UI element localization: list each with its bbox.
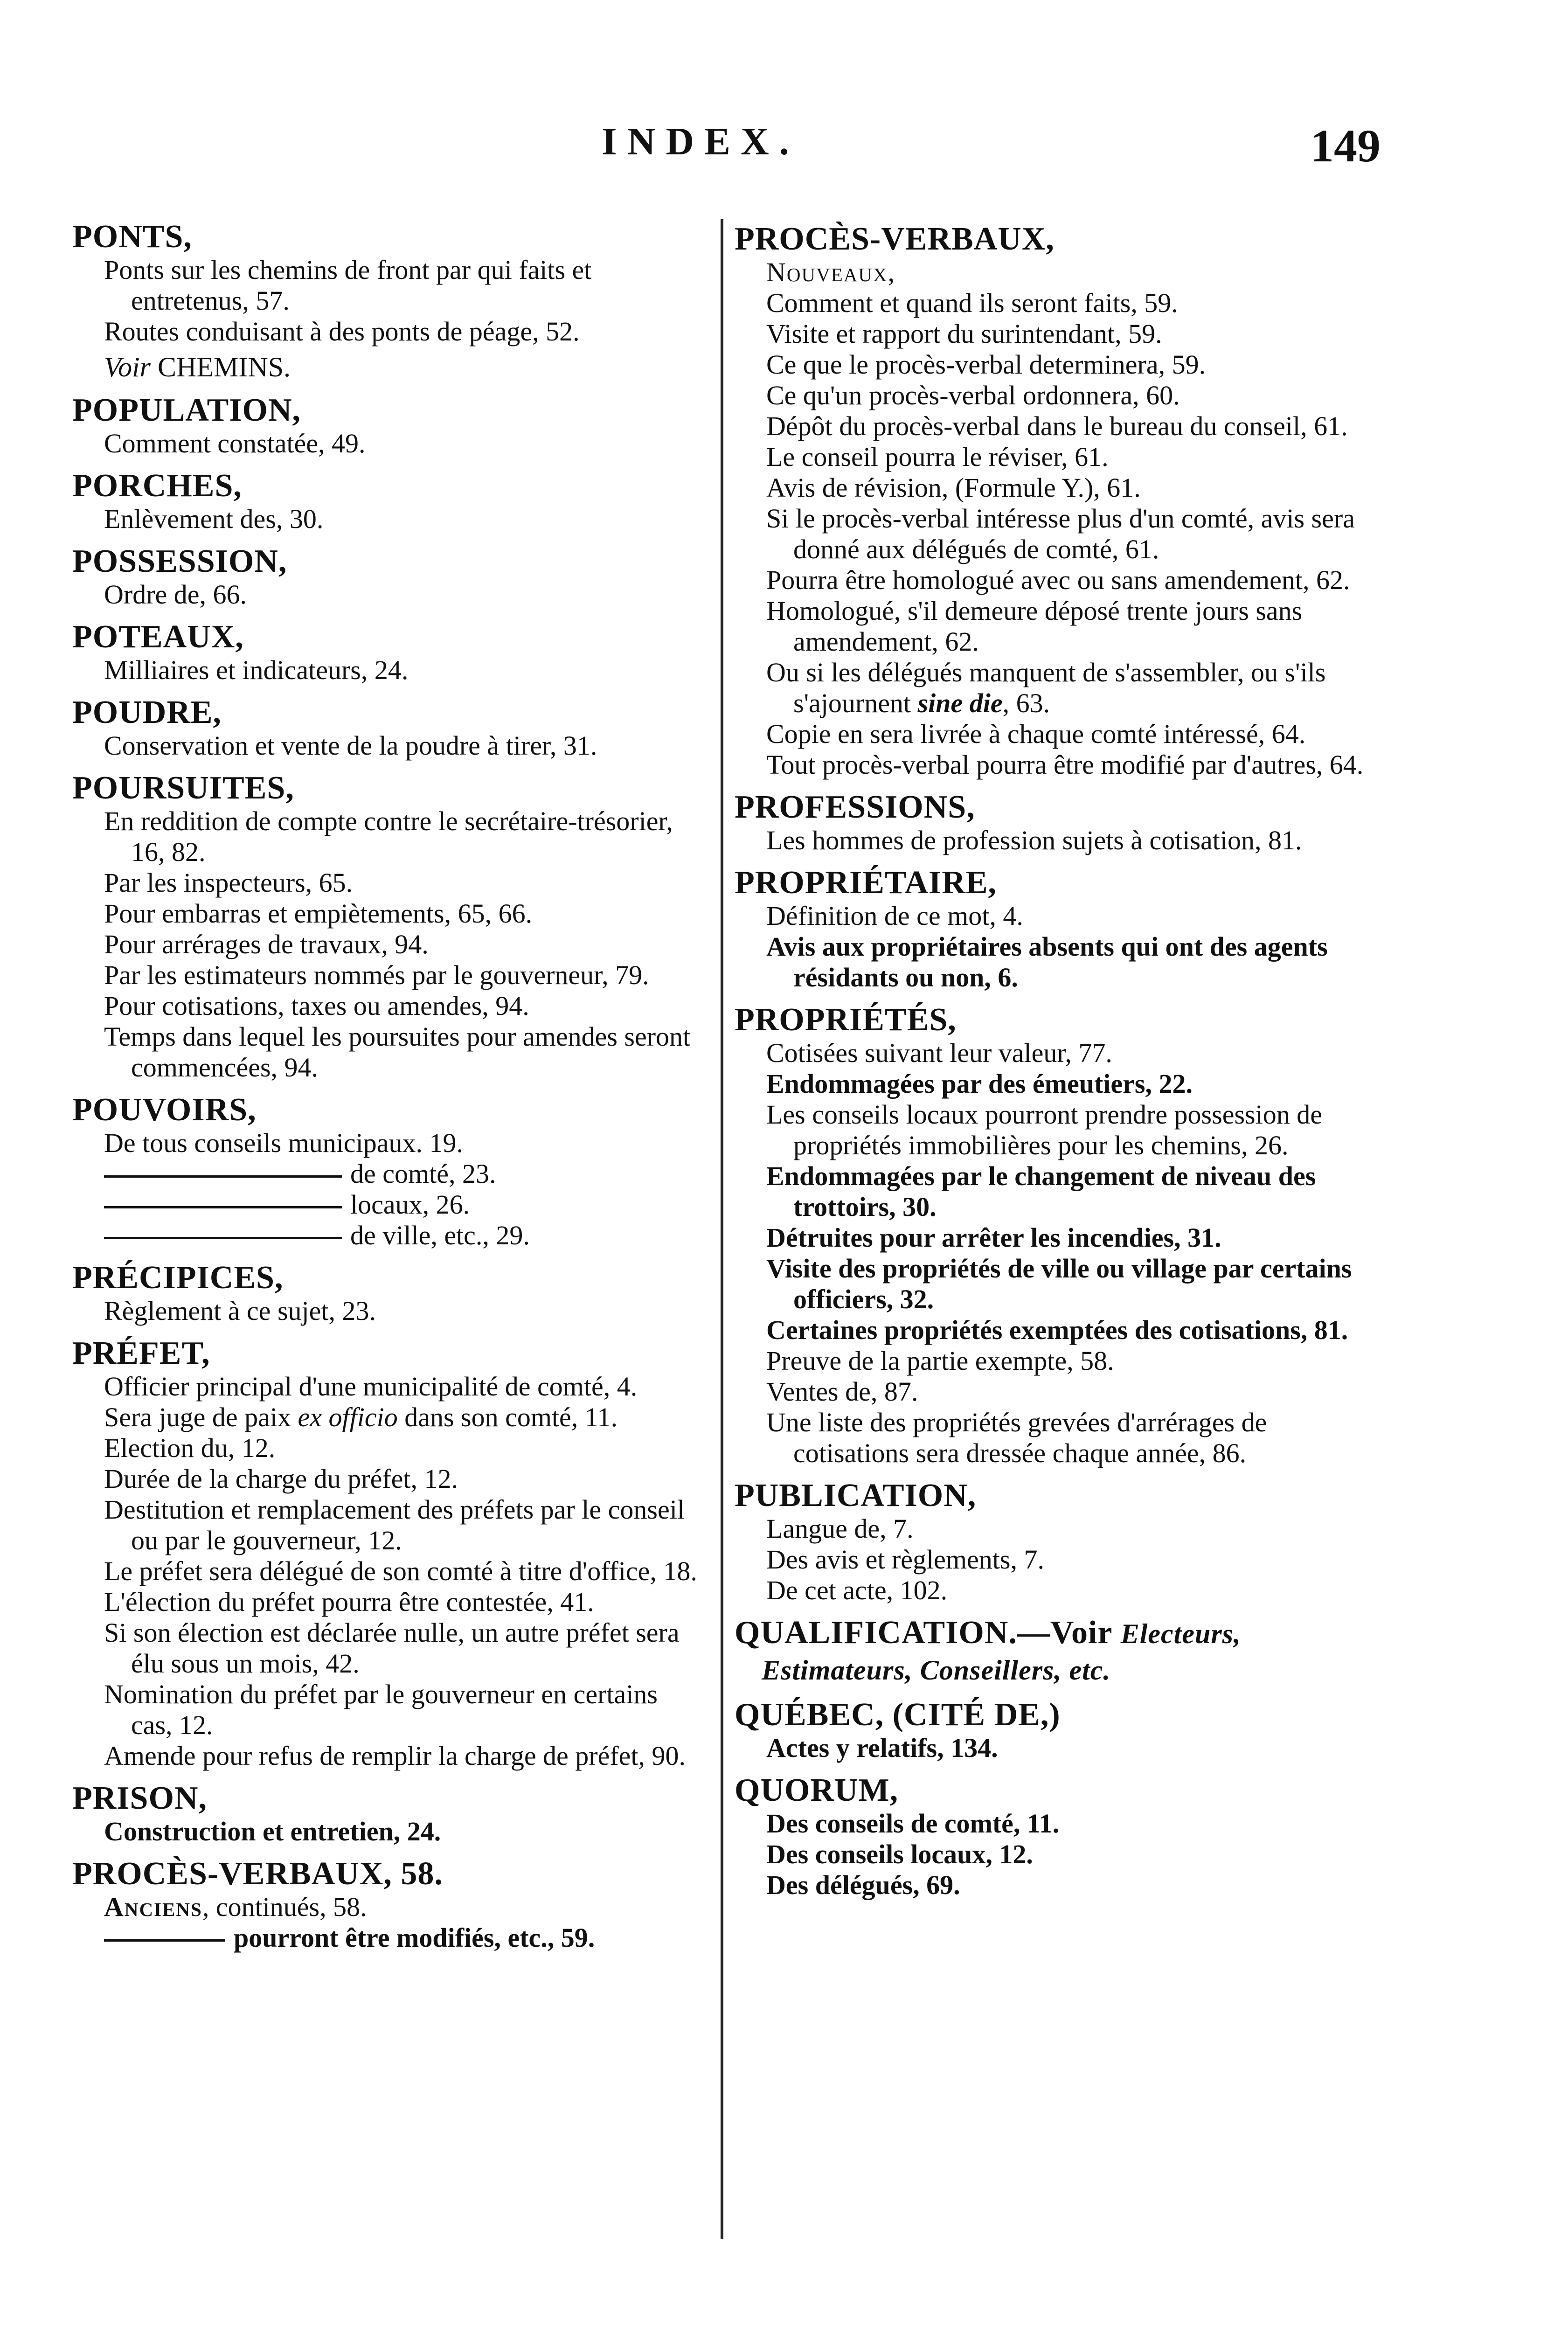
entry-item: Règlement à ce sujet, 23. [104, 1296, 376, 1326]
entry-heading: PRÉFET, [72, 1335, 210, 1371]
entry-item: Les conseils locaux pourront prendre possession de propriétés immobilières pour les chemins, 26. [766, 1099, 1322, 1160]
index-entry-pouvoirs [72, 1092, 697, 1251]
entry-item: Comment constatée, 49. [104, 428, 366, 458]
entry-item [104, 1892, 697, 1923]
entry-item: Langue de, 7. [766, 1513, 914, 1544]
entry-item: Pour arrérages de travaux, 94. [104, 929, 429, 959]
entry-heading: PONTS, [72, 219, 192, 255]
entry-item: De tous conseils municipaux. 19. [104, 1128, 464, 1158]
entry-item: En reddition de compte contre le secrétaire-trésorier, 16, 82. [104, 806, 673, 867]
entry-item: Conservation et vente de la poudre à tirer, 31. [104, 730, 597, 761]
entry-heading: POUDRE, [72, 694, 222, 730]
entry-item: Ce que le procès-verbal determinera, 59. [766, 349, 1206, 380]
entry-item: Copie en sera livrée à chaque comté intéressé, 64. [766, 719, 1306, 749]
entry-item: Des avis et règlements, 7. [766, 1544, 1044, 1575]
entry-item: Pourra être homologué avec ou sans amendement, 62. [766, 565, 1350, 595]
entry-heading: POUVOIRS, [72, 1092, 257, 1128]
entry-text: Sera juge de paix [104, 1402, 298, 1432]
entry-item: De cet acte, 102. [766, 1575, 948, 1605]
entry-item: Comment et quand ils seront faits, 59. [766, 288, 1178, 318]
running-title: INDEX. [602, 120, 799, 163]
entry-item: Temps dans lequel les poursuites pour amendes seront commencées, 94. [104, 1021, 691, 1083]
entry-heading: PORCHES, [72, 468, 242, 504]
entry-item: Destitution et remplacement des préfets par le conseil ou par le gouverneur, 12. [104, 1494, 685, 1555]
see-target: CHEMINS. [158, 352, 291, 382]
entry-item: Des délégués, 69. [766, 1870, 960, 1900]
entry-heading: PROPRIÉTAIRE, [735, 865, 997, 901]
entry-item: Cotisées suivant leur valeur, 77. [766, 1038, 1112, 1068]
ditto-text: locaux, 26. [350, 1189, 470, 1220]
entry-item: Nomination du préfet par le gouverneur en certains cas, 12. [104, 1679, 658, 1740]
index-entry-proces-verbaux-anciens [72, 1856, 697, 1953]
index-entry-professions [735, 790, 1388, 856]
entry-item: Ce qu'un procès-verbal ordonnera, 60. [766, 380, 1180, 410]
entry-item: Ordre de, 66. [104, 579, 247, 610]
entry-item: Officier principal d'une municipalité de comté, 4. [104, 1371, 638, 1402]
entry-heading: PROCÈS-VERBAUX, 58. [72, 1856, 443, 1892]
entry-item: Endommagées par des émeutiers, 22. [766, 1069, 1193, 1099]
entry-item: Des conseils de comté, 11. [766, 1808, 1060, 1839]
index-entry-quorum [735, 1773, 1388, 1901]
index-entry-prison [72, 1781, 697, 1847]
entry-item: Avis aux propriétaires absents qui ont des agents résidants ou non, 6. [766, 931, 1328, 992]
index-entry-prefet [72, 1336, 697, 1771]
entry-item: Une liste des propriétés grevées d'arrérages de cotisations sera dressée chaque année, 86. [766, 1407, 1267, 1468]
index-entry-precipices [72, 1260, 697, 1326]
index-entry-ponts [72, 219, 697, 383]
index-entry-population [72, 393, 697, 459]
entry-item: Visite et rapport du surintendant, 59. [766, 319, 1162, 349]
entry-label: Nouveaux, [766, 257, 896, 287]
index-entry-publication [735, 1478, 1388, 1606]
entry-item-ditto [104, 1923, 697, 1953]
entry-item: Définition de ce mot, 4. [766, 901, 1023, 931]
ditto-dash [104, 1237, 342, 1239]
entry-heading: PRÉCIPICES, [72, 1260, 284, 1296]
entry-item: Routes conduisant à des ponts de péage, 52. [104, 316, 580, 347]
entry-text: dans son comté, 11. [397, 1402, 618, 1432]
cross-reference: Electeurs, Estimateurs, Conseillers, etc. [762, 1618, 1242, 1686]
entry-item: Enlèvement des, 30. [104, 504, 324, 534]
entry-heading: POTEAUX, [72, 619, 244, 655]
index-entry-poteaux [72, 619, 697, 686]
index-entry-porches [72, 468, 697, 534]
entry-item: Le préfet sera délégué de son comté à titre d'office, 18. [104, 1556, 697, 1586]
entry-text: , 63. [1002, 688, 1050, 718]
entry-heading [735, 1615, 1388, 1688]
entry-item-ditto [104, 1220, 697, 1251]
ditto-text: de comté, 23. [350, 1159, 496, 1189]
entry-item: Ponts sur les chemins de front par qui faits et entretenus, 57. [104, 255, 592, 316]
entry-heading: QUÉBEC, (CITÉ DE,) [735, 1697, 1061, 1733]
entry-item: Si son élection est déclarée nulle, un autre préfet sera élu sous un mois, 42. [104, 1617, 680, 1679]
ditto-dash [104, 1939, 225, 1942]
entry-italic: ex officio [298, 1402, 398, 1432]
entry-item: Pour embarras et empiètements, 65, 66. [104, 898, 533, 929]
entry-label: Anciens [104, 1892, 202, 1922]
entry-item: Ventes de, 87. [766, 1376, 918, 1407]
entry-item: Election du, 12. [104, 1433, 276, 1463]
entry-item: Par les inspecteurs, 65. [104, 868, 353, 898]
right-column [735, 222, 1388, 1910]
entry-item-ditto [104, 1189, 697, 1220]
page-number: 149 [1311, 120, 1381, 172]
index-entry-proprietaire [735, 865, 1388, 993]
heading-text: QUALIFICATION.—Voir [735, 1615, 1121, 1651]
entry-heading: QUORUM, [735, 1772, 899, 1808]
entry-heading: PRISON, [72, 1780, 207, 1816]
entry-item: Avis de révision, (Formule Y.), 61. [766, 472, 1141, 503]
entry-item: Par les estimateurs nommés par le gouverneur, 79. [104, 960, 649, 990]
entry-item [104, 1402, 697, 1433]
entry-item: Construction et entretien, 24. [104, 1816, 441, 1846]
entry-item: Milliaires et indicateurs, 24. [104, 655, 409, 685]
entry-item: Endommagées par le changement de niveau des trottoirs, 30. [766, 1161, 1316, 1222]
index-entry-proces-verbaux-nouveaux [735, 222, 1388, 780]
index-entry-poudre [72, 695, 697, 761]
ditto-text: pourront être modifiés, etc., 59. [234, 1923, 595, 1953]
entry-item: Des conseils locaux, 12. [766, 1839, 1033, 1869]
index-entry-qualification [735, 1615, 1388, 1688]
entry-heading: POPULATION, [72, 392, 301, 428]
left-column [72, 219, 697, 1963]
entry-italic: sine die [917, 688, 1003, 718]
entry-item-ditto [104, 1159, 697, 1189]
entry-heading: POURSUITES, [72, 770, 294, 806]
entry-heading: PUBLICATION, [735, 1478, 977, 1513]
entry-heading: PROCÈS-VERBAUX, [735, 221, 1055, 257]
entry-heading: PROPRIÉTÉS, [735, 1002, 957, 1038]
entry-heading: PROFESSIONS, [735, 789, 975, 825]
entry-heading: POSSESSION, [72, 543, 287, 579]
see-prefix: Voir [104, 352, 151, 382]
column-divider [721, 219, 723, 2239]
entry-item: Visite des propriétés de ville ou village par certains officiers, 32. [766, 1253, 1352, 1314]
entry-item: Pour cotisations, taxes ou amendes, 94. [104, 991, 529, 1021]
entry-text: Ou si les délégués manquent de s'assembler, ou s'ils s'ajournent [766, 657, 1326, 718]
ditto-dash [104, 1206, 342, 1208]
page-header [0, 119, 1568, 170]
entry-item: Certaines propriétés exemptées des cotisations, 81. [766, 1315, 1348, 1345]
entry-item: L'élection du préfet pourra être contestée, 41. [104, 1587, 594, 1617]
index-entry-proprietes [735, 1002, 1388, 1469]
ditto-text: de ville, etc., 29. [350, 1220, 530, 1250]
index-entry-poursuites [72, 770, 697, 1083]
index-entry-possession [72, 544, 697, 610]
entry-item: Homologué, s'il demeure déposé trente jours sans amendement, 62. [766, 596, 1303, 657]
ditto-dash [104, 1175, 342, 1178]
entry-item: Tout procès-verbal pourra être modifié par d'autres, 64. [766, 750, 1364, 780]
entry-item: Preuve de la partie exempte, 58. [766, 1346, 1114, 1376]
cross-reference [104, 351, 697, 383]
entry-item: Durée de la charge du préfet, 12. [104, 1464, 458, 1494]
entry-item [766, 657, 1388, 719]
entry-item: Si le procès-verbal intéresse plus d'un comté, avis sera donné aux délégués de comté, 61. [766, 503, 1355, 564]
entry-item: Détruites pour arrêter les incendies, 31. [766, 1222, 1221, 1253]
entry-item: Actes y relatifs, 134. [766, 1733, 998, 1763]
entry-item: Le conseil pourra le réviser, 61. [766, 442, 1109, 472]
entry-item: Les hommes de profession sujets à cotisation, 81. [766, 825, 1302, 855]
entry-item: Amende pour refus de remplir la charge de préfet, 90. [104, 1741, 686, 1771]
entry-item: Dépôt du procès-verbal dans le bureau du conseil, 61. [766, 411, 1348, 441]
index-entry-quebec [735, 1697, 1388, 1763]
entry-text: , continués, 58. [202, 1892, 367, 1922]
